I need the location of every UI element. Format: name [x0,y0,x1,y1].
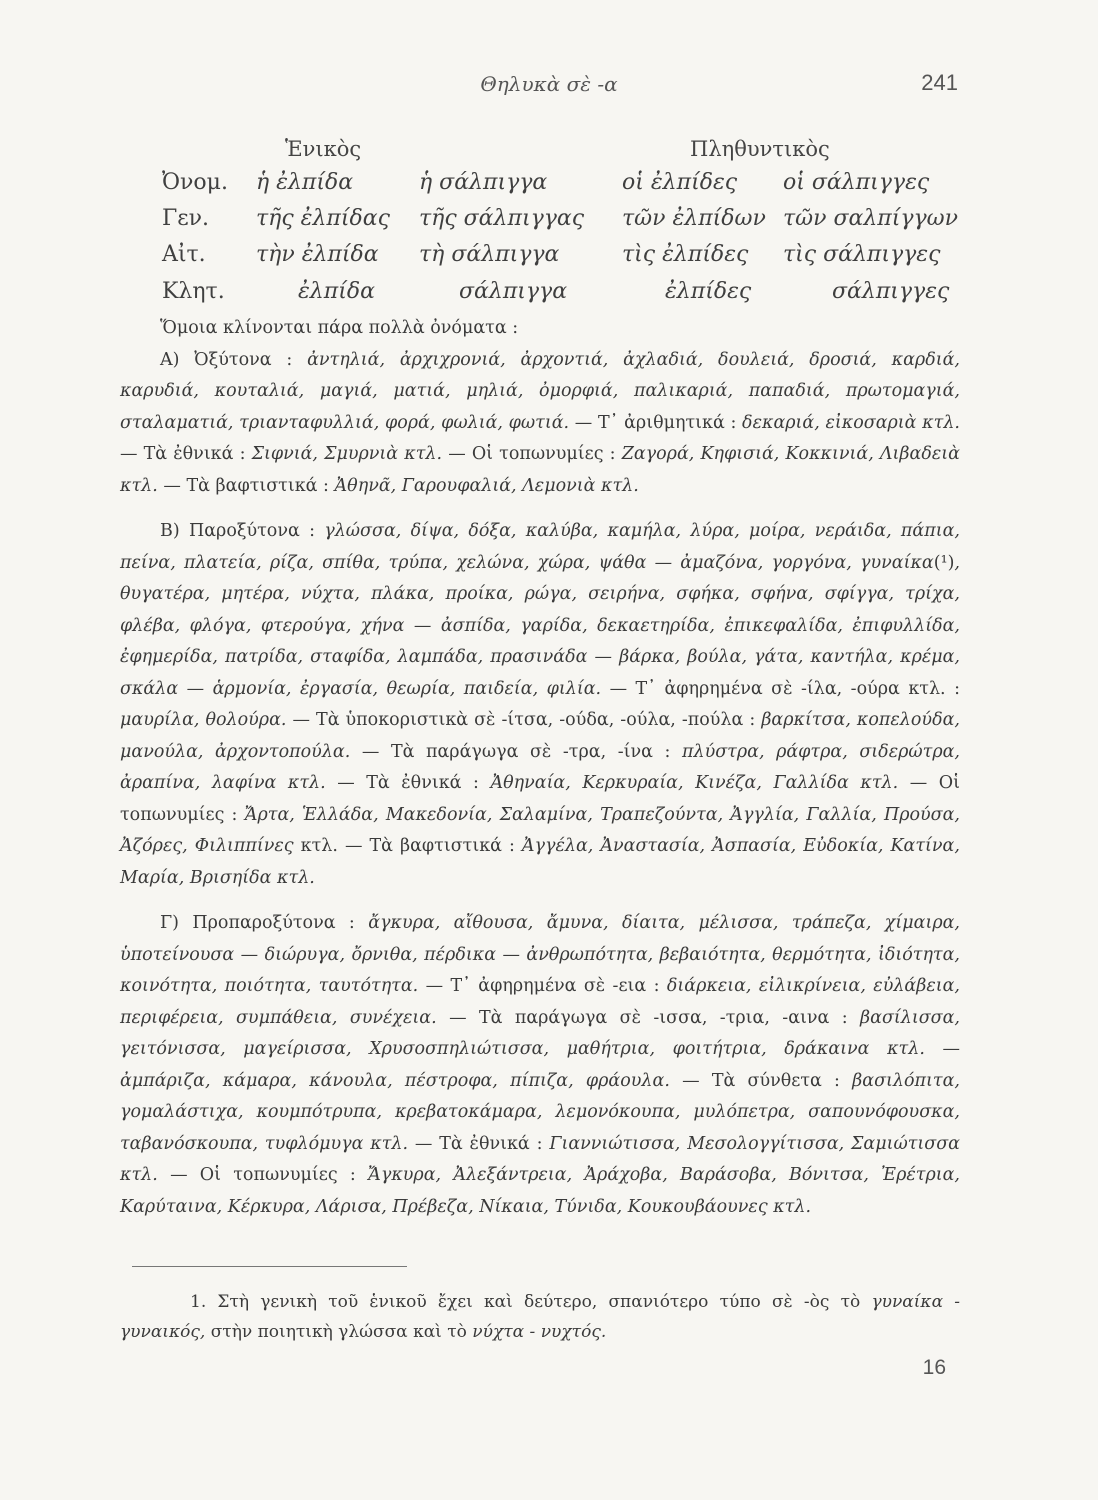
word-list: μαυρίλα, θολούρα. [120,710,287,730]
word-list: βασιλόπιτα, γομαλάστιχα, κουμπότρυπα, κρεβατοκάμαρα, λεμονόκουπα, μυλόπετρα, σαπουνόφουσκα, ταβανόσκουπα, τυφλόμυγα κτλ. [120,1070,960,1154]
form-plural-2: τὶς σάλπιγγες [783,242,941,267]
category-label: — Οἱ τοπωνυμίες : [170,1165,356,1185]
footnote-text: στὴν ποιητικὴ γλώσσα καὶ τὸ [210,1322,467,1342]
category-label: — Τὰ βαφτιστικά : [163,475,329,496]
word-list: διάρκεια, εἰλικρίνεια, εὐλάβεια, περιφέρεια, συμπάθεια, συνέχεια. [120,976,960,1028]
form-singular-2: σάλπιγγα [459,279,568,304]
section-label: Α) Ὀξύτονα : [160,349,293,370]
case-label: Κλητ. [162,279,225,304]
paragraph-proparoxytona [120,908,960,1223]
declension-row [0,206,1098,234]
footnote-example: νύχτα - νυχτός. [472,1322,607,1342]
form-singular-1: τῆς ἐλπίδας [256,206,390,231]
category-label: — Τὰ ἐθνικά : [414,1133,543,1154]
word-list: — ἀμπάριζα, κάμαρα, κάνουλα, πέστροφα, πίπιζα, φράουλα. [120,1039,960,1091]
category-label: — Τ᾽ ἀφηρημένα σὲ -ίλα, -ούρα κτλ. : [609,678,960,699]
footnote [120,1287,960,1347]
intro-paragraph [120,313,960,345]
word-list: Ἄγκυρα, Ἀλεξάντρεια, Ἀράχοβα, Βαράσοβα, Βόνιτσα, Ἐρέτρια, Καρύταινα, Κέρκυρα, Λάρισα, Πρέβεζα, Νίκαια, Τύνιδα, Κουκουβάουνες κτλ. [120,1165,960,1217]
form-plural-2: σάλπιγγες [832,279,950,304]
word-list: βασίλισσα, γειτόνισσα, μαγείρισσα, Χρυσοσπηλιώτισσα, μαθήτρια, φοιτήτρια, δράκαινα κτλ. [120,1007,960,1059]
word-list: Ἀγγέλα, Ἀναστασία, Ἀσπασία, Εὐδοκία, Κατίνα, Μαρία, Βρισηίδα κτλ. [120,836,960,888]
form-plural-1: οἱ ἐλπίδες [622,170,738,195]
declension-row [0,242,1098,270]
section-label: Β) Παροξύτονα : [160,521,315,541]
word-list: ἄγκυρα, αἴθουσα, ἄμυνα, δίαιτα, μέλισσα, τράπεζα, χίμαιρα, ὑποτείνουσα — διώρυγα, ὄρνιθα, πέρδικα — ἀνθρωπότητα, βεβαιότητα, θερμότητα, ἰδιότητα, κοινότητα, ποιότητα, ταυτότητα. [120,913,960,996]
form-singular-2: τῆς σάλπιγγας [419,206,585,231]
form-plural-1: τὶς ἐλπίδες [622,242,749,267]
category-label: — Τ᾽ ἀριθμητικά : [574,412,737,433]
form-singular-2: τὴ σάλπιγγα [419,242,560,267]
case-label: Γεν. [162,206,210,231]
word-list: Ἀθηνᾶ, Γαρουφαλιά, Λεμονιὰ κτλ. [334,475,639,496]
word-list: Γιαννιώτισσα, Μεσολογγίτισσα, Σαμιώτισσα κτλ. [120,1133,960,1185]
footnote-example: γυναίκα - γυναικός, [120,1292,961,1342]
page-number: 241 [921,70,958,95]
running-header-title: Θηλυκὰ σὲ -α [480,72,618,96]
section-label: Γ) Προπαροξύτονα : [160,913,355,933]
form-singular-1: τὴν ἐλπίδα [256,242,379,267]
declension-heading-singular: Ἑνικὸς [285,137,362,161]
form-plural-2: οἱ σάλπιγγες [783,170,930,195]
category-label: — Τὰ σύνθετα : [682,1070,840,1091]
form-singular-2: ἡ σάλπιγγα [419,170,548,195]
category-label: — Τὰ παράγωγα σὲ -ισσα, -τρια, -αινα : [449,1007,848,1028]
body-text [120,313,960,1223]
category-label: — Τὰ ὑποκοριστικὰ σὲ -ίτσα, -ούδα, -ούλα, -πούλα : [292,710,756,730]
signature-mark: 16 [922,1356,946,1379]
category-label: — Τ᾽ ἀφηρημένα σὲ -εια : [425,976,660,996]
word-list: Ζαγορά, Κηφισιά, Κοκκινιά, Λιβαδειὰ κτλ. [120,444,960,496]
case-label: Ὀνομ. [162,170,228,195]
word-list: ἀντηλιά, ἀρχιχρονιά, ἀρχοντιά, ἀχλαδιά, δουλειά, δροσιά, καρδιά, καρυδιά, κουταλιά, μαγιά, ματιά, μηλιά, ὀμορφιά, παλικαριά, παπαδιά, πρωτομαγιά, σταλαματιά, τριανταφυλλιά, φορά, φωλιά, φωτιά. [120,349,960,433]
declension-heading-plural: Πληθυντικὸς [690,137,830,161]
intro-text: Ὅμοια κλίνονται πάρα πολλὰ ὀνόματα : [160,318,519,338]
form-singular-1: ἐλπίδα [298,279,375,304]
word-list-end: κτλ. [300,836,338,856]
footnote-rule [132,1266,407,1267]
declension-row [0,279,1098,307]
category-label: — Τὰ παράγωγα σὲ -τρα, -ίνα : [361,741,671,762]
category-label: — Τὰ ἐθνικά : [120,444,246,464]
form-plural-1: ἐλπίδες [665,279,752,304]
case-label: Αἰτ. [162,242,206,267]
category-label: — Τὰ βαφτιστικά : [344,836,515,856]
form-plural-1: τῶν ἐλπίδων [622,206,766,231]
form-singular-1: ἡ ἐλπίδα [256,170,354,195]
category-label: — Τὰ ἐθνικά : [337,773,479,793]
form-plural-2: τῶν σαλπίγγων [783,206,958,231]
paragraph-paroxytona [120,516,960,894]
word-list: Σιφνιά, Σμυρνιὰ κτλ. [251,444,443,464]
word-list: Ἄρτα, Ἑλλάδα, Μακεδονία, Σαλαμίνα, Τραπεζούντα, Ἀγγλία, Γαλλία, Προύσα, Ἀζόρες, Φιλιππίνες [120,804,960,856]
category-label: — Οἱ τοπωνυμίες : [120,773,960,825]
word-list: βαρκίτσα, κοπελούδα, μανούλα, ἀρχοντοπούλα. [120,710,960,762]
word-list: Ἀθηναία, Κερκυραία, Κινέζα, Γαλλίδα κτλ. [490,773,899,793]
category-label: — Οἱ τοπωνυμίες : [448,444,616,464]
word-list: πλύστρα, ράφτρα, σιδερώτρα, ἀραπίνα, λαφίνα κτλ. [120,741,960,793]
word-list: , θυγατέρα, μητέρα, νύχτα, πλάκα, προίκα, ρώγα, σειρήνα, σφήκα, σφήνα, σφίγγα, τρίχα, φλέβα, φλόγα, φτερούγα, χήνα — ἀσπίδα, γαρίδα, δεκαετηρίδα, ἐπικεφαλίδα, ἐπιφυλλίδα, ἐφημερίδα, πατρίδα, σταφίδα, λαμπάδα, πρασινάδα — βάρκα, βούλα, γάτα, καντήλα, κρέμα, σκάλα — ἁρμονία, ἐργασία, θεωρία, παιδεία, φιλία. [120,552,960,699]
paragraph-oxytona [120,345,960,503]
footnote-text: 1. Στὴ γενικὴ τοῦ ἑνικοῦ ἔχει καὶ δεύτερο, σπανιότερο τύπο σὲ -ὸς τὸ [190,1292,861,1312]
word-list: γλώσσα, δίψα, δόξα, καλύβα, καμήλα, λύρα, μοίρα, νεράιδα, πάπια, πείνα, πλατεία, ρίζα, σπίθα, τρύπα, χελώνα, χώρα, ψάθα — ἀμαζόνα, γοργόνα, γυναίκα [120,521,960,573]
footnote-ref: (¹) [933,552,955,573]
word-list: δεκαριά, εἰκοσαριὰ κτλ. [742,412,960,433]
declension-row [0,170,1098,198]
